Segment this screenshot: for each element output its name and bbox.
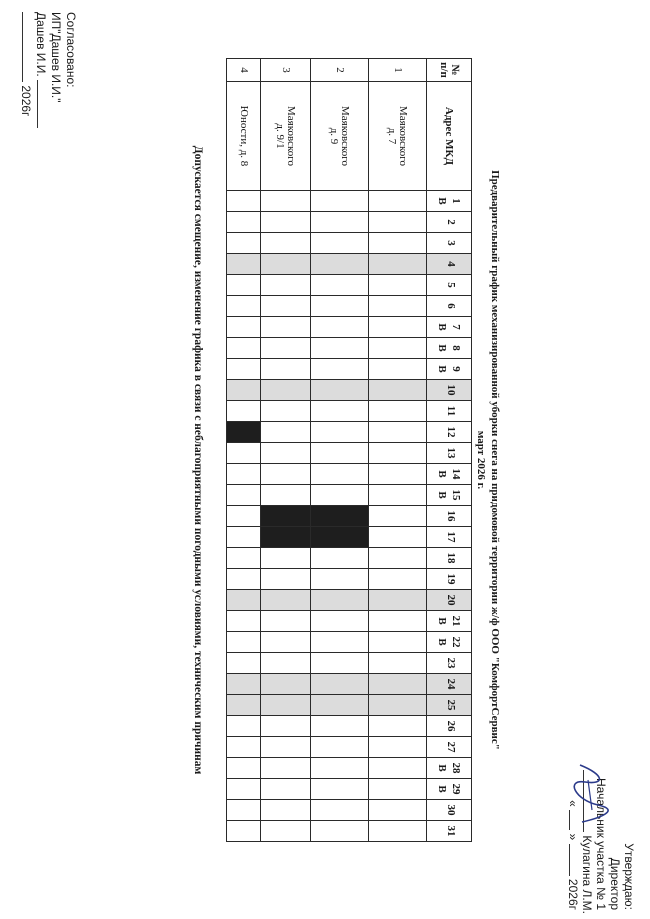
schedule-cell [227,569,261,590]
schedule-cell [369,590,427,611]
schedule-cell [261,569,311,590]
day-weekend-mark: В [436,785,449,793]
day-number: 14 [450,468,463,480]
schedule-cell [369,821,427,842]
agreement-date-line [18,12,33,232]
day-weekend-mark: В [436,365,449,373]
schedule-cell [227,380,261,401]
schedule-cell [369,233,427,254]
table-row [227,59,261,842]
schedule-cell [311,716,369,737]
day-weekend-mark: В [436,344,449,352]
schedule-cell [227,485,261,506]
schedule-cell [311,800,369,821]
schedule-cell [227,800,261,821]
day-number: 24 [445,678,457,690]
agreement-name: Дашев И.И. [34,12,48,77]
approval-name: Кулагина Л.М. [580,835,594,914]
address-header: Адрес МКД [427,82,472,191]
day-number: 23 [445,657,457,669]
day-header [427,821,472,842]
address-street: Маяковского [339,105,352,167]
day-number: 31 [445,825,457,837]
schedule-cell [311,485,369,506]
schedule-cell [369,275,427,296]
day-number: 20 [445,594,457,606]
schedule-cell [311,527,369,548]
day-weekend-mark: В [436,638,449,646]
schedule-cell [261,653,311,674]
schedule-cell [261,233,311,254]
schedule-cell [369,338,427,359]
day-header [427,737,472,758]
day-number: 16 [445,510,457,522]
schedule-cell [227,716,261,737]
schedule-cell [311,737,369,758]
schedule-cell [369,212,427,233]
day-number: 4 [445,261,457,267]
schedule-cell [369,506,427,527]
schedule-cell [261,758,311,779]
schedule-cell [227,653,261,674]
day-header [427,338,472,359]
schedule-cell [261,779,311,800]
schedule-cell [369,758,427,779]
schedule-cell [261,380,311,401]
schedule-cell [227,275,261,296]
day-header [427,548,472,569]
schedule-cell [369,443,427,464]
schedule-cell [369,464,427,485]
schedule-cell [261,275,311,296]
table-row [369,59,427,842]
num-header: № п/п [427,59,472,82]
title-line-2: март 2026 г. [475,430,487,490]
day-header [427,506,472,527]
schedule-cell [261,464,311,485]
schedule-cell [261,296,311,317]
schedule-cell [311,254,369,275]
schedule-cell [227,338,261,359]
schedule-cell [261,338,311,359]
day-header [427,401,472,422]
schedule-cell [369,779,427,800]
row-number: 3 [261,59,311,82]
schedule-cell [227,296,261,317]
schedule-cell [311,611,369,632]
day-header [427,590,472,611]
schedule-cell [261,443,311,464]
schedule-cell [369,485,427,506]
schedule-cell [369,611,427,632]
day-weekend-mark: В [436,491,449,499]
row-address [311,82,369,191]
schedule-cell [311,212,369,233]
day-header [427,800,472,821]
day-header [427,380,472,401]
day-header [427,317,472,338]
schedule-cell [261,191,311,212]
day-header [427,695,472,716]
agreement-org: ИП"Дашев И.И." [49,12,63,103]
approval-date-line: « » 2026г [566,800,580,910]
day-number: 26 [445,720,457,732]
day-header [427,569,472,590]
day-number: 7 [450,324,463,330]
schedule-cell [227,233,261,254]
day-header [427,464,472,485]
day-header [427,191,472,212]
address-street: Маяковского [285,105,298,167]
schedule-cell [261,821,311,842]
day-number: 5 [445,282,457,288]
schedule-cell [311,653,369,674]
schedule-cell [227,212,261,233]
day-header [427,632,472,653]
row-number: 4 [227,59,261,82]
schedule-cell [311,821,369,842]
schedule-cell [369,737,427,758]
document-title [474,130,502,790]
schedule-cell [311,401,369,422]
schedule-cell [311,191,369,212]
row-address [227,82,261,191]
schedule-cell [261,716,311,737]
day-number: 11 [445,405,457,417]
day-number: 13 [445,447,457,459]
schedule-cell [227,527,261,548]
schedule-cell [311,338,369,359]
schedule-cell [261,737,311,758]
day-number: 18 [445,552,457,564]
title-line-1: Предварительный график механизированной уборки снега на придомовой территории ж/ф ООО "КомфортСервис" [489,170,501,750]
schedule-cell [227,254,261,275]
day-header [427,485,472,506]
day-header [427,674,472,695]
day-number: 22 [450,636,463,648]
schedule-cell [261,254,311,275]
schedule-cell [311,548,369,569]
schedule-cell [261,695,311,716]
schedule-cell [261,800,311,821]
schedule-cell [311,233,369,254]
schedule-cell [311,506,369,527]
schedule-cell [261,548,311,569]
day-header [427,653,472,674]
schedule-cell [227,758,261,779]
schedule-cell [369,422,427,443]
schedule-cell [227,821,261,842]
day-number: 8 [450,345,463,351]
schedule-cell [261,590,311,611]
day-number: 28 [450,762,463,774]
row-number: 2 [311,59,369,82]
schedule-cell [369,380,427,401]
day-number: 2 [445,219,457,225]
day-number: 27 [445,741,457,753]
schedule-cell [261,401,311,422]
schedule-cell [261,317,311,338]
schedule-cell [261,212,311,233]
day-header [427,443,472,464]
schedule-cell [227,359,261,380]
day-number: 15 [450,489,463,501]
schedule-cell [261,422,311,443]
schedule-cell [369,716,427,737]
row-number: 1 [369,59,427,82]
schedule-cell [311,296,369,317]
schedule-cell [369,296,427,317]
table-row [261,59,311,842]
schedule-cell [227,590,261,611]
day-header [427,254,472,275]
table-header-row [427,59,472,842]
approval-position: Директор [608,857,622,910]
schedule-cell [369,401,427,422]
address-street: Маяковского [397,105,410,167]
agreement-block [18,12,78,232]
approval-heading: Утверждаю: [622,843,636,910]
schedule-cell [369,653,427,674]
schedule-cell [311,464,369,485]
schedule-cell [311,380,369,401]
schedule-cell [311,275,369,296]
agreement-heading: Согласовано: [64,12,78,88]
schedule-cell [227,695,261,716]
footer-note: Допускается смещение, изменение графика в связи с неблагоприятными погодными условиями, техническим причинам [192,145,204,775]
schedule-cell [227,674,261,695]
day-header [427,296,472,317]
schedule-table [226,58,472,842]
schedule-cell [227,779,261,800]
address-house: д. 9 [328,127,341,145]
day-header [427,422,472,443]
agreement-year: 2026г [19,85,33,117]
schedule-cell [261,506,311,527]
schedule-cell [261,359,311,380]
schedule-cell [261,611,311,632]
day-number: 3 [445,240,457,246]
schedule-cell [227,422,261,443]
schedule-cell [227,737,261,758]
row-address [261,82,311,191]
day-header [427,779,472,800]
approval-subposition: Начальник участка № 1 [594,778,608,910]
schedule-cell [227,548,261,569]
day-header [427,611,472,632]
day-number: 12 [445,426,457,438]
schedule-cell [311,779,369,800]
address-house: д. 7 [386,127,399,145]
day-number: 21 [450,615,463,627]
day-number: 29 [450,783,463,795]
schedule-cell [369,359,427,380]
address-street: Юности, д. 8 [238,105,250,167]
schedule-cell [227,443,261,464]
schedule-cell [311,443,369,464]
day-number: 25 [445,699,457,711]
schedule-cell [227,506,261,527]
address-house: д. 9/1 [274,123,287,149]
schedule-cell [311,674,369,695]
day-number: 30 [445,804,457,816]
schedule-cell [369,569,427,590]
schedule-cell [261,485,311,506]
day-number: 17 [445,531,457,543]
schedule-cell [227,632,261,653]
schedule-cell [369,548,427,569]
schedule-cell [369,632,427,653]
day-number: 6 [445,303,457,309]
schedule-cell [227,191,261,212]
schedule-cell [311,695,369,716]
row-address [369,82,427,191]
schedule-cell [369,695,427,716]
schedule-cell [311,569,369,590]
schedule-cell [311,317,369,338]
schedule-cell [369,674,427,695]
schedule-cell [311,359,369,380]
schedule-cell [227,464,261,485]
day-header [427,233,472,254]
schedule-cell [227,401,261,422]
day-weekend-mark: В [436,323,449,331]
schedule-cell [261,632,311,653]
schedule-cell [369,317,427,338]
schedule-cell [227,317,261,338]
day-weekend-mark: В [436,617,449,625]
day-weekend-mark: В [436,764,449,772]
table-row [311,59,369,842]
day-header [427,527,472,548]
schedule-cell [369,800,427,821]
signature-scribble-icon [570,760,610,830]
day-header [427,758,472,779]
schedule-cell [369,527,427,548]
schedule-cell [227,611,261,632]
schedule-cell [369,254,427,275]
day-number: 1 [450,198,463,204]
schedule-cell [311,632,369,653]
schedule-cell [311,590,369,611]
schedule-cell [311,422,369,443]
day-header [427,716,472,737]
day-number: 9 [450,366,463,372]
day-number: 10 [445,384,457,396]
day-header [427,359,472,380]
approval-year: 2026г [566,878,580,910]
day-header [427,212,472,233]
day-header [427,275,472,296]
schedule-cell [311,758,369,779]
day-weekend-mark: В [436,197,449,205]
schedule-cell [261,674,311,695]
schedule-cell [369,191,427,212]
day-number: 19 [445,573,457,585]
schedule-cell [261,527,311,548]
agreement-signature-line [33,12,48,232]
day-weekend-mark: В [436,470,449,478]
